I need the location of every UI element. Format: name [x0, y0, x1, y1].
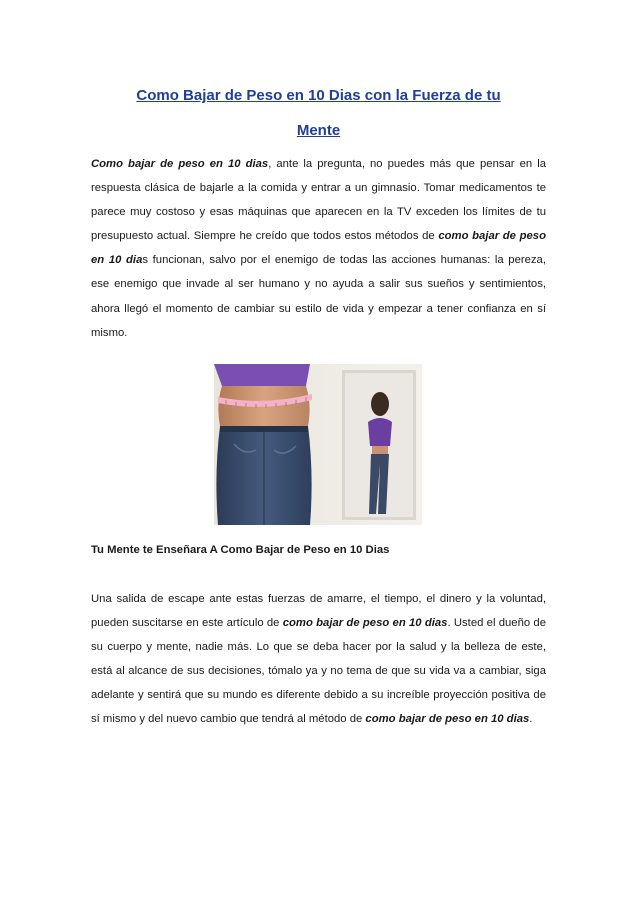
body-keyword-2: como bajar de peso en 10 dias: [365, 713, 530, 726]
section-heading: Tu Mente te Enseñara A Como Bajar de Peso en 10 Dias: [91, 544, 390, 556]
document-body: [91, 78, 546, 345]
body-text-3: .: [529, 713, 533, 726]
intro-text-1: , ante la pregunta, no puedes más que pensar en la respuesta clásica de bajarle a la comida y entrar a un gimnasio. Tomar medicamentos te parece muy costoso y esas máquinas que aparecen en la TV exceden los límites de tu presupuesto actual. Siempre he creído que todos estos métodos de: [91, 158, 546, 243]
body-paragraph: [91, 587, 546, 732]
document-title: [91, 78, 546, 148]
intro-text-2: s funcionan, salvo por el enemigo de todas las acciones humanas: la pereza, ese enemigo que invade al ser humano y no ayuda a salir sus sueños y sentimientos, ahora llegó el momento de cambiar su estilo de vida y empezar a tener confianza en sí mismo.: [91, 254, 546, 339]
body-text-2: . Usted el dueño de su cuerpo y mente, nadie más. Lo que se deba hacer por la salud y la belleza de este, está al alcance de sus decisiones, tómalo ya y no tema de que su vida va a cambiar, siga adelante y sentirá que su mundo es diferente debido a su increíble proyección positiva de sí mismo y del nuevo cambio que tendrá al método de: [91, 617, 546, 726]
intro-paragraph: [91, 152, 546, 345]
intro-keyword-2: como bajar de peso en 10 dia: [91, 230, 546, 267]
weight-loss-photo: [214, 364, 422, 525]
intro-keyword-1: Como bajar de peso en 10 dias: [91, 158, 269, 170]
title-line-1: Como Bajar de Peso en 10 Dias con la Fuerza de tu: [136, 87, 501, 104]
body-keyword-1: como bajar de peso en 10 dias: [282, 617, 448, 630]
title-line-2: Mente: [296, 122, 341, 139]
body-text-1: Una salida de escape ante estas fuerzas de amarre, el tiempo, el dinero y la voluntad, pueden suscitarse en este artículo de: [91, 593, 546, 630]
